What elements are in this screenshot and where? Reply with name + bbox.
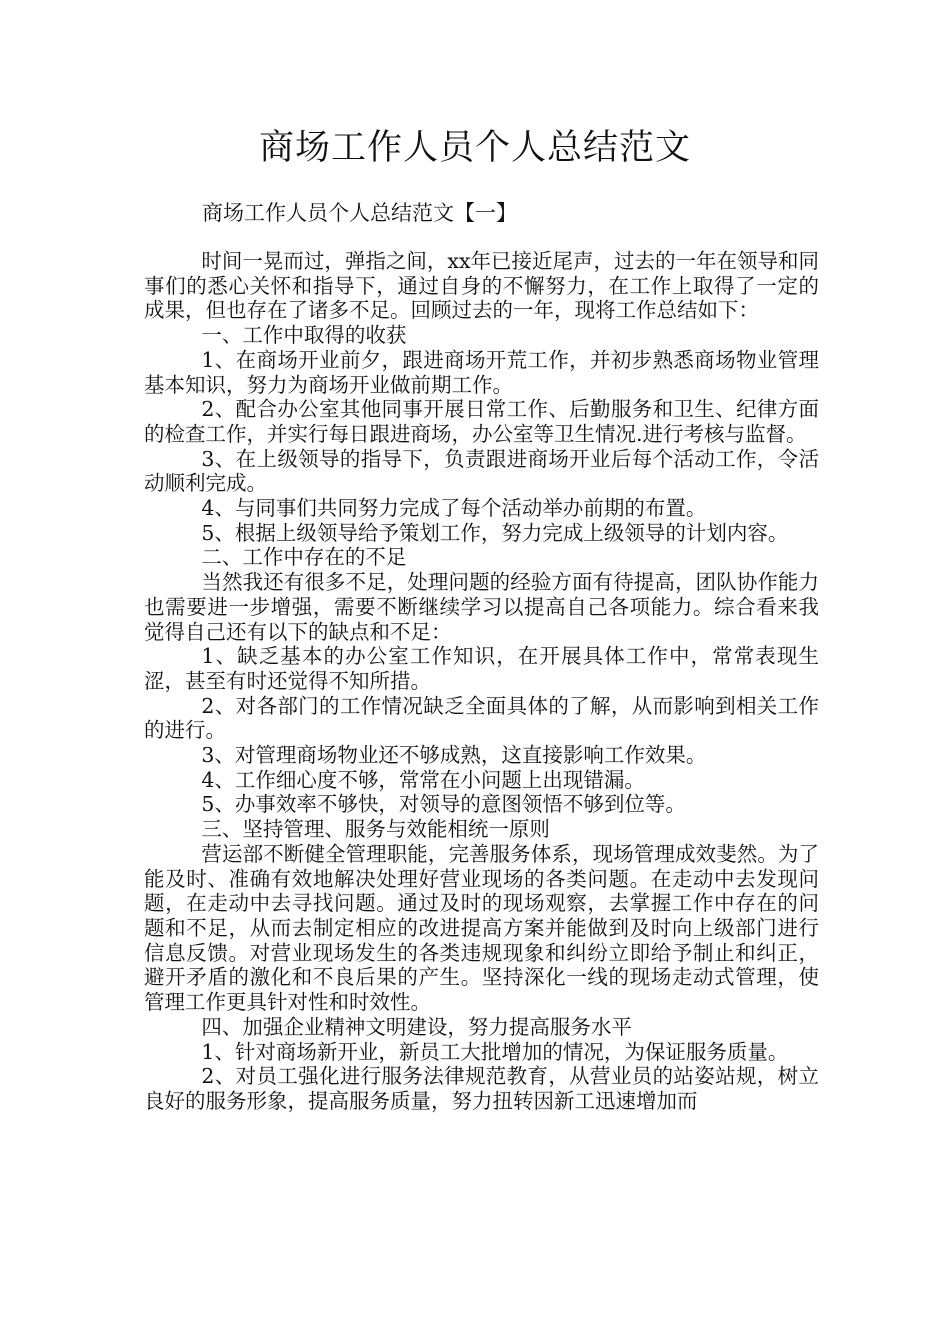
document-body: [144, 249, 819, 1114]
paragraph: 2、配合办公室其他同事开展日常工作、后勤服务和卫生、纪律方面的检查工作，并实行每日跟进商场，办公室等卫生情况.进行考核与监督。: [144, 397, 819, 446]
paragraph: 3、在上级领导的指导下，负责跟进商场开业后每个活动工作，令活动顺利完成。: [144, 446, 819, 496]
paragraph: 营运部不断健全管理职能，完善服务体系，现场管理成效斐然。为了能及时、准确有效地解决处理好营业现场的各类问题。在走动中去发现问题，在走动中去寻找问题。通过及时的现场观察，去掌握工作中存在的问题和不足，从而去制定相应的改进提高方案并能做到及时向上级部门进行信息反馈。对营业现场发生的各类违规现象和纠纷立即给予制止和纠正，避开矛盾的激化和不良后果的产生。坚持深化一线的现场走动式管理，使管理工作更具针对性和时效性。: [144, 841, 819, 1015]
paragraph: 2、对员工强化进行服务法律规范教育，从营业员的站姿站规，树立良好的服务形象，提高服务质量，努力扭转因新工迅速增加而: [144, 1064, 819, 1113]
section-heading: 二、工作中存在的不足: [201, 545, 407, 570]
paragraph: 3、对管理商场物业还不够成熟，这直接影响工作效果。: [201, 743, 707, 768]
document-subtitle: 商场工作人员个人总结范文【一】: [202, 201, 517, 225]
document-title: 商场工作人员个人总结范文: [258, 128, 691, 168]
section-heading: 三、坚持管理、服务与效能相统一原则: [201, 817, 550, 842]
paragraph: 1、在商场开业前夕，跟进商场开荒工作，并初步熟悉商场物业管理基本知识，努力为商场开业做前期工作。: [144, 347, 819, 397]
paragraph: 5、办事效率不够快，对领导的意图领悟不够到位等。: [201, 792, 686, 817]
section-heading: 四、加强企业精神文明建设，努力提高服务水平: [201, 1014, 632, 1039]
paragraph: 4、工作细心度不够，常常在小问题上出现错漏。: [201, 767, 645, 792]
section-heading: 一、工作中取得的收获: [201, 323, 407, 348]
paragraph: 4、与同事们共同努力完成了每个活动举办前期的布置。: [201, 496, 707, 521]
paragraph: 1、针对商场新开业，新员工大批增加的情况，为保证服务质量。: [201, 1039, 789, 1064]
paragraph: 时间一晃而过，弹指之间，xx年已接近尾声，过去的一年在领导和同事们的悉心关怀和指导下，通过自身的不懈努力，在工作上取得了一定的成果，但也存在了诸多不足。回顾过去的一年，现将工作总结如下：: [144, 249, 820, 323]
paragraph: 1、缺乏基本的办公室工作知识，在开展具体工作中，常常表现生涩，甚至有时还觉得不知所措。: [144, 644, 819, 693]
paragraph: 5、根据上级领导给予策划工作，努力完成上级领导的计划内容。: [201, 520, 789, 545]
paragraph: 当然我还有很多不足，处理问题的经验方面有待提高，团队协作能力也需要进一步增强，需要不断继续学习以提高自己各项能力。综合看来我觉得自己还有以下的缺点和不足：: [144, 570, 819, 644]
paragraph: 2、对各部门的工作情况缺乏全面具体的了解，从而影响到相关工作的进行。: [144, 693, 819, 743]
